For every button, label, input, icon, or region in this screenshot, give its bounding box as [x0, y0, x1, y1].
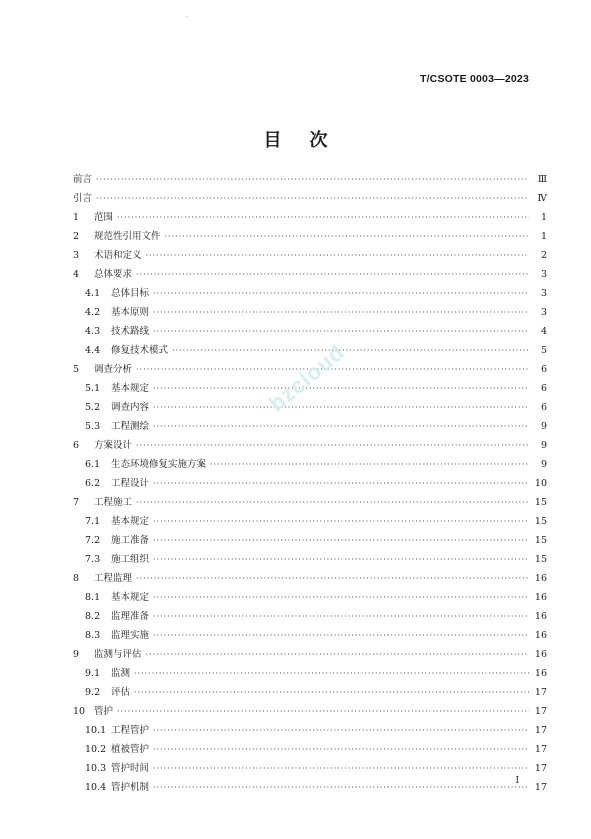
toc-entry-number: 8.2 — [85, 611, 101, 622]
toc-entry[interactable] — [73, 588, 547, 607]
toc-entry-label: 规范性引用文件 — [94, 231, 161, 242]
toc-entry-label: 基本规定 — [111, 592, 150, 603]
toc-entry-page: 3 — [540, 269, 547, 280]
dot-leader — [96, 189, 529, 208]
toc-entry-page: 15 — [534, 516, 547, 527]
toc-entry-number: 10.1 — [85, 725, 107, 736]
dot-leader — [153, 740, 529, 759]
dot-leader — [153, 778, 529, 797]
toc-entry-page: 3 — [540, 307, 547, 318]
scan-mark: · — [186, 14, 188, 21]
toc-entry-number: 5.3 — [85, 421, 101, 432]
dot-leader — [165, 227, 529, 246]
toc-entry-label: 术语和定义 — [94, 250, 142, 261]
toc-entry-page: 17 — [534, 782, 547, 793]
toc-entry-page: 16 — [534, 649, 547, 660]
toc-entry-page: 17 — [534, 706, 547, 717]
document-code: T/CSOTE 0003—2023 — [419, 73, 529, 85]
toc-entry-number: 9.1 — [85, 668, 101, 679]
toc-entry-number: 3 — [73, 250, 80, 261]
toc-entry-number: 8.1 — [85, 592, 101, 603]
toc-entry-number: 2 — [73, 231, 80, 242]
toc-entry[interactable] — [73, 170, 547, 189]
toc-entry[interactable] — [73, 322, 547, 341]
page-title: 目次 — [263, 130, 356, 151]
toc-entry-label: 监测与评估 — [94, 649, 142, 660]
toc-entry-label: 施工组织 — [111, 554, 150, 565]
toc-entry-number: 7 — [73, 497, 80, 508]
toc-entry-number: 1 — [73, 212, 80, 223]
toc-entry-page: 2 — [540, 250, 547, 261]
toc-entry-number: 10.2 — [85, 744, 107, 755]
toc-entry-label: 生态环境修复实施方案 — [111, 459, 207, 470]
toc-entry-label: 范围 — [94, 212, 114, 223]
toc-entry[interactable] — [73, 721, 547, 740]
dot-leader — [136, 436, 529, 455]
toc-entry-page: 9 — [540, 421, 547, 432]
toc-entry-label: 引言 — [73, 193, 93, 204]
toc-entry-page: Ⅲ — [537, 174, 547, 185]
toc-entry-label: 监测 — [111, 668, 131, 679]
dot-leader — [96, 170, 529, 189]
toc-entry-number: 4 — [73, 269, 80, 280]
toc-entry-page: 5 — [540, 345, 547, 356]
toc-entry[interactable] — [73, 550, 547, 569]
page-number: Ⅰ — [515, 776, 519, 786]
toc-entry-label: 施工准备 — [111, 535, 150, 546]
toc-entry-label: 基本规定 — [111, 383, 150, 394]
toc-entry-label: 工程测绘 — [111, 421, 150, 432]
toc-entry-number: 7.1 — [85, 516, 101, 527]
toc-entry[interactable] — [73, 227, 547, 246]
toc-entry-page: 3 — [540, 288, 547, 299]
dot-leader — [153, 550, 529, 569]
toc-entry-label: 评估 — [111, 687, 131, 698]
toc-entry[interactable] — [73, 417, 547, 436]
dot-leader — [153, 417, 529, 436]
toc-entry-number: 5 — [73, 364, 80, 375]
toc-entry[interactable] — [73, 740, 547, 759]
toc-entry[interactable] — [73, 284, 547, 303]
toc-entry-page: 9 — [540, 440, 547, 451]
toc-entry[interactable] — [73, 702, 547, 721]
toc-entry-page: 15 — [534, 497, 547, 508]
dot-leader — [136, 265, 529, 284]
toc-entry[interactable] — [73, 531, 547, 550]
toc-entry-label: 工程监理 — [94, 573, 133, 584]
toc-entry[interactable] — [73, 759, 547, 778]
toc-entry-page: 15 — [534, 535, 547, 546]
watermark-text: bzcloud — [264, 339, 350, 417]
dot-leader — [153, 474, 529, 493]
toc-entry-number: 6.1 — [85, 459, 101, 470]
toc-entry-number: 10.4 — [85, 782, 107, 793]
dot-leader — [153, 607, 529, 626]
toc-entry-page: 15 — [534, 554, 547, 565]
toc-entry-label: 植被管护 — [111, 744, 150, 755]
toc-entry-number: 9 — [73, 649, 80, 660]
toc-entry-label: 工程管护 — [111, 725, 150, 736]
dot-leader — [153, 626, 529, 645]
toc-entry-number: 4.4 — [85, 345, 101, 356]
toc-entry-page: 16 — [534, 611, 547, 622]
toc-entry-number: 8 — [73, 573, 80, 584]
toc-entry-page: 16 — [534, 668, 547, 679]
dot-leader — [153, 284, 529, 303]
toc-entry[interactable] — [73, 474, 547, 493]
toc-entry-page: 1 — [540, 231, 547, 242]
table-of-contents — [73, 170, 547, 797]
toc-entry-page: 9 — [540, 459, 547, 470]
dot-leader — [153, 759, 529, 778]
toc-entry-number: 6.2 — [85, 478, 101, 489]
toc-entry[interactable] — [73, 493, 547, 512]
toc-entry-label: 管护 — [94, 706, 114, 717]
toc-entry-page: Ⅳ — [537, 193, 547, 204]
dot-leader — [210, 455, 529, 474]
toc-entry-label: 调查分析 — [94, 364, 133, 375]
toc-entry[interactable] — [73, 303, 547, 322]
toc-entry-label: 基本原则 — [111, 307, 150, 318]
toc-entry[interactable] — [73, 569, 547, 588]
toc-entry[interactable] — [73, 246, 547, 265]
toc-entry-number: 7.3 — [85, 554, 101, 565]
toc-entry-number: 4.2 — [85, 307, 101, 318]
toc-entry-page: 17 — [534, 725, 547, 736]
toc-entry[interactable] — [73, 512, 547, 531]
dot-leader — [153, 531, 529, 550]
toc-entry-number: 6 — [73, 440, 80, 451]
toc-entry-page: 10 — [534, 478, 547, 489]
dot-leader — [136, 493, 529, 512]
dot-leader — [153, 379, 529, 398]
toc-entry[interactable] — [73, 436, 547, 455]
dot-leader — [146, 645, 529, 664]
toc-entry-label: 总体目标 — [111, 288, 150, 299]
toc-entry-number: 8.3 — [85, 630, 101, 641]
dot-leader — [134, 683, 529, 702]
toc-entry-number: 7.2 — [85, 535, 101, 546]
toc-entry-label: 调查内容 — [111, 402, 150, 413]
toc-entry-label: 基本规定 — [111, 516, 150, 527]
toc-entry-number: 5.1 — [85, 383, 101, 394]
toc-entry-number: 5.2 — [85, 402, 101, 413]
toc-entry-page: 6 — [540, 383, 547, 394]
dot-leader — [153, 322, 529, 341]
dot-leader — [153, 303, 529, 322]
dot-leader — [172, 341, 529, 360]
toc-entry-page: 16 — [534, 592, 547, 603]
dot-leader — [153, 721, 529, 740]
toc-entry[interactable] — [73, 455, 547, 474]
toc-entry-label: 修复技术模式 — [111, 345, 169, 356]
toc-entry[interactable] — [73, 189, 547, 208]
toc-entry[interactable] — [73, 778, 547, 797]
toc-entry-label: 监理实施 — [111, 630, 150, 641]
toc-entry-label: 总体要求 — [94, 269, 133, 280]
toc-entry-number: 4.1 — [85, 288, 101, 299]
dot-leader — [153, 588, 529, 607]
toc-entry-page: 6 — [540, 402, 547, 413]
toc-entry-label: 管护机制 — [111, 782, 150, 793]
toc-entry-label: 前言 — [73, 174, 93, 185]
toc-entry-page: 4 — [540, 326, 547, 337]
dot-leader — [153, 512, 529, 531]
dot-leader — [146, 246, 529, 265]
dot-leader — [153, 398, 529, 417]
toc-entry-number: 9.2 — [85, 687, 101, 698]
toc-entry[interactable] — [73, 208, 547, 227]
toc-entry-page: 6 — [540, 364, 547, 375]
toc-entry-number: 10 — [73, 706, 86, 717]
toc-entry[interactable] — [73, 607, 547, 626]
toc-entry[interactable] — [73, 398, 547, 417]
toc-entry[interactable] — [73, 265, 547, 284]
toc-entry-label: 监理准备 — [111, 611, 150, 622]
dot-leader — [134, 664, 529, 683]
toc-entry-label: 技术路线 — [111, 326, 150, 337]
toc-entry-number: 4.3 — [85, 326, 101, 337]
dot-leader — [117, 702, 529, 721]
dot-leader — [136, 569, 529, 588]
toc-entry-page: 16 — [534, 573, 547, 584]
toc-entry[interactable] — [73, 645, 547, 664]
toc-entry-number: 10.3 — [85, 763, 107, 774]
toc-entry[interactable] — [73, 664, 547, 683]
toc-entry[interactable] — [73, 683, 547, 702]
toc-entry-page: 17 — [534, 744, 547, 755]
toc-entry-label: 工程施工 — [94, 497, 133, 508]
toc-entry-label: 工程设计 — [111, 478, 150, 489]
toc-entry-page: 17 — [534, 687, 547, 698]
dot-leader — [117, 208, 529, 227]
toc-entry[interactable] — [73, 626, 547, 645]
toc-entry-label: 管护时间 — [111, 763, 150, 774]
toc-entry-page: 1 — [540, 212, 547, 223]
toc-entry-page: 16 — [534, 630, 547, 641]
toc-entry-label: 方案设计 — [94, 440, 133, 451]
toc-entry-page: 17 — [534, 763, 547, 774]
